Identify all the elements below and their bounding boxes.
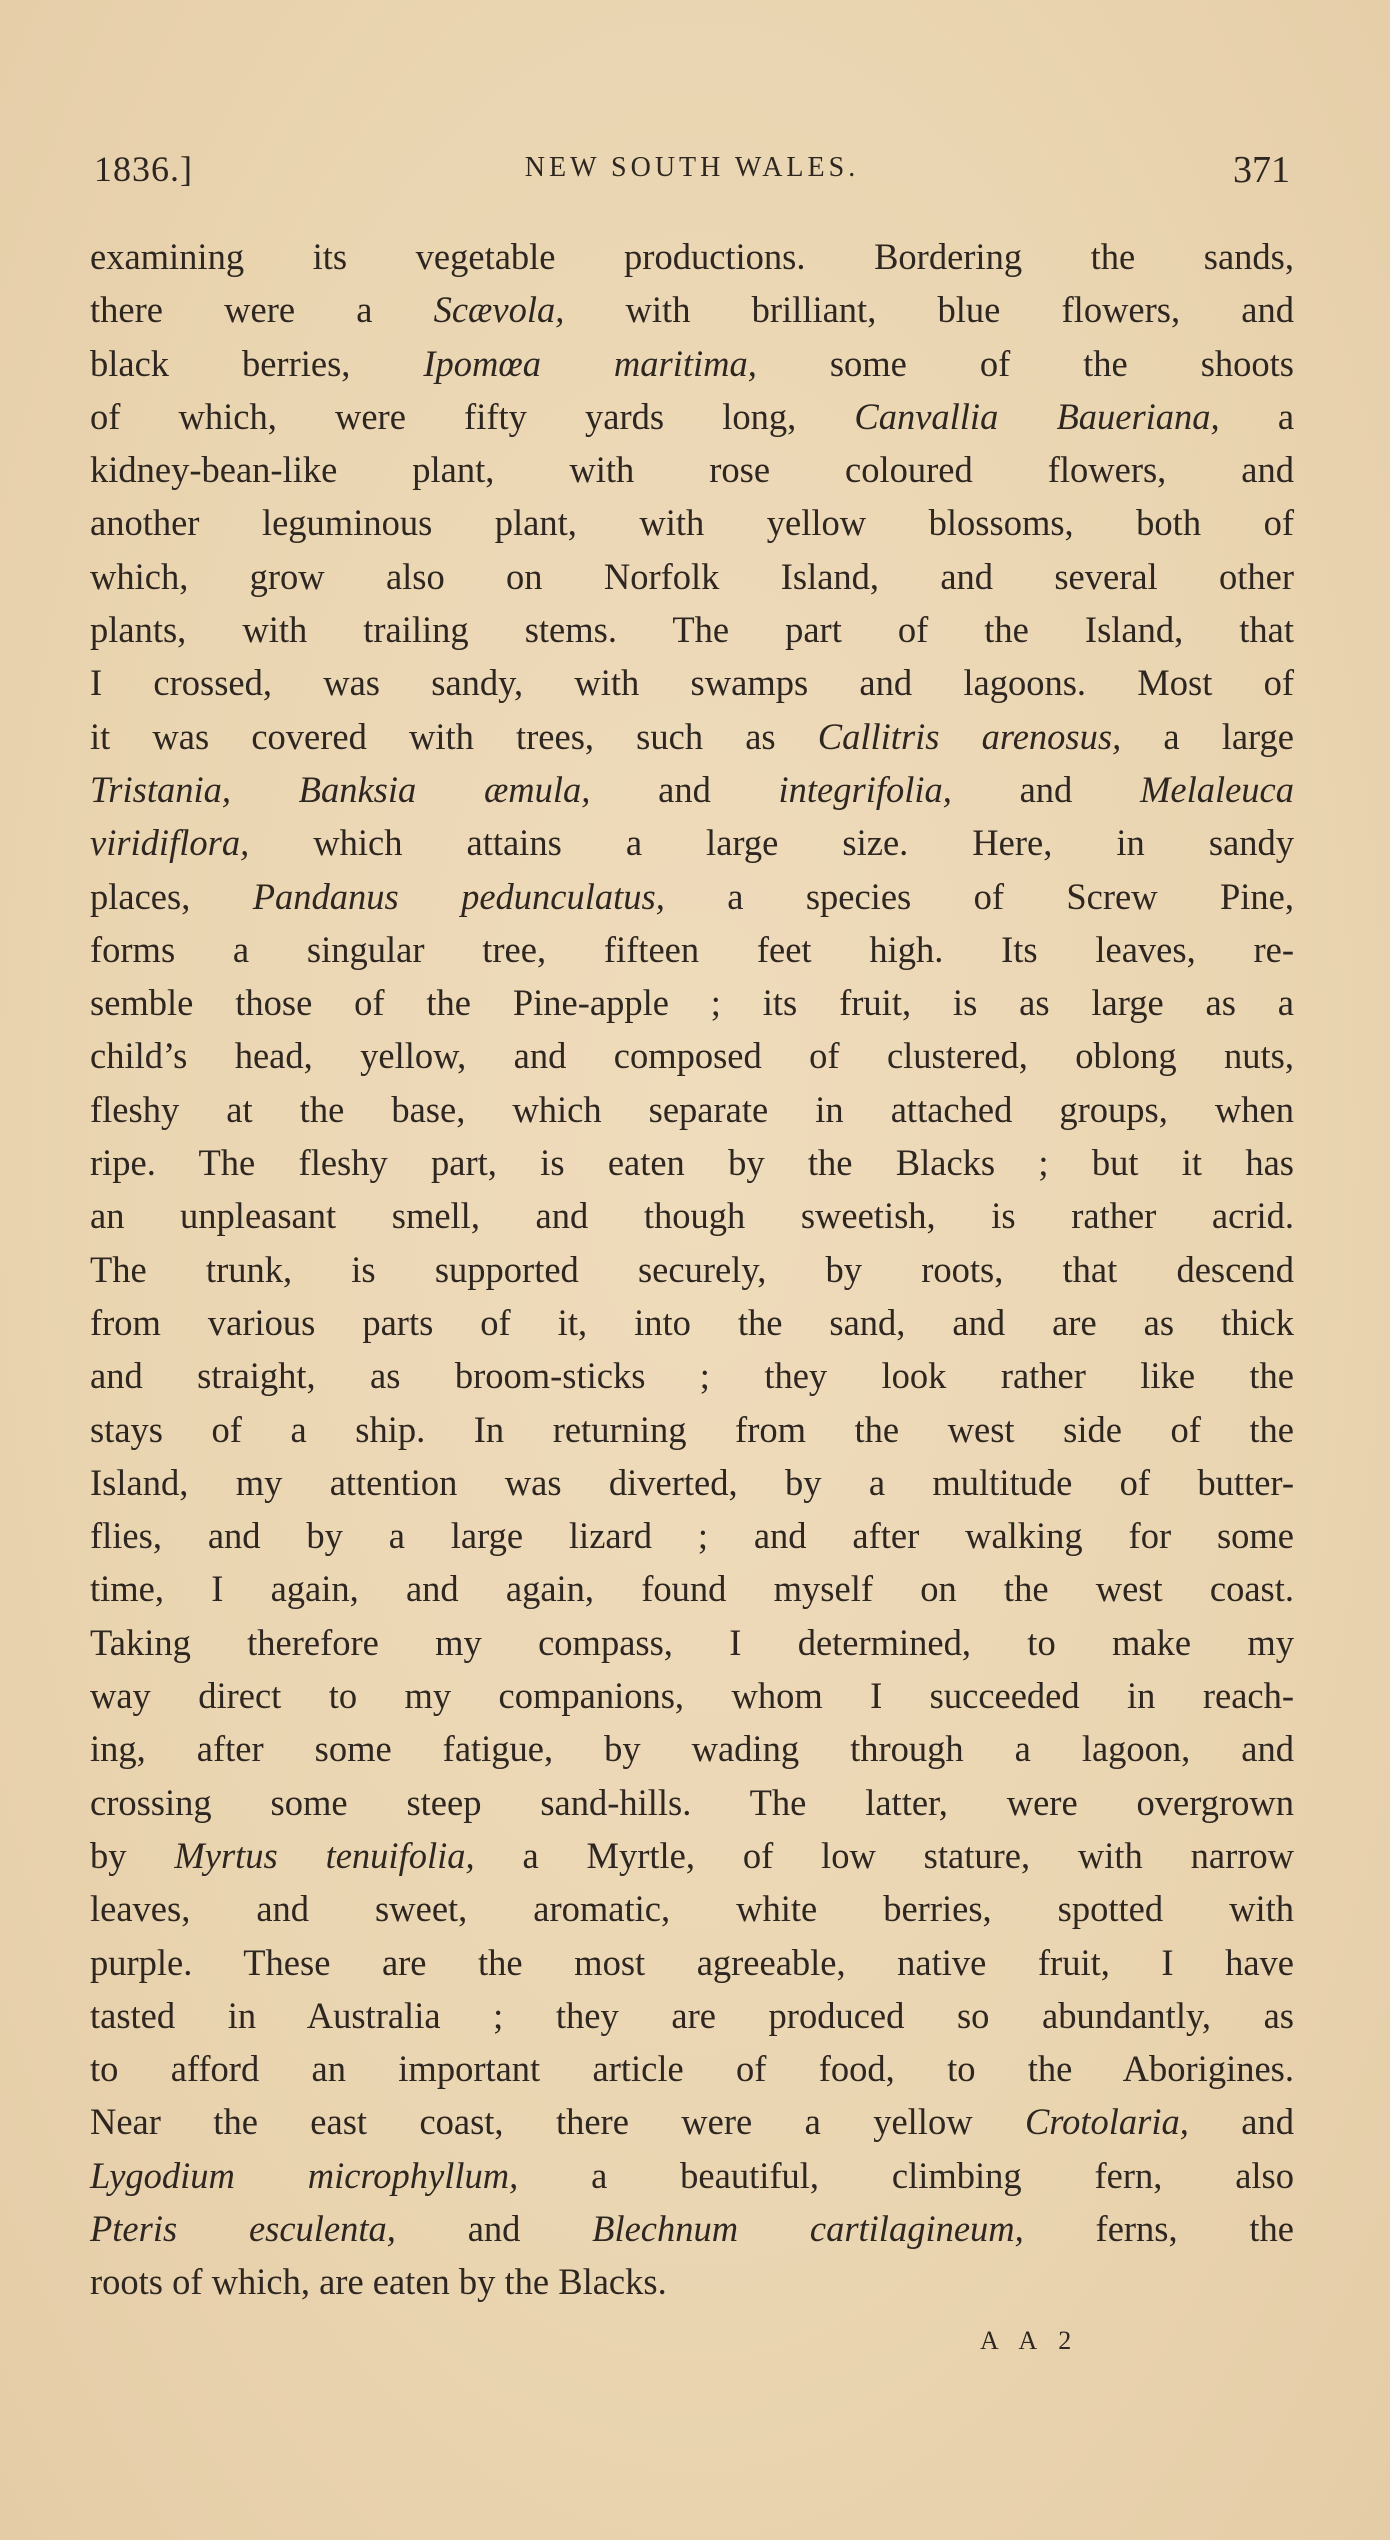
text-run: tasted in Australia ; they are produced so abundantly, as xyxy=(90,1994,1294,2036)
text-run: a species of Screw Pine, xyxy=(664,875,1294,917)
text-run: there were a xyxy=(90,289,434,331)
text-run: places, xyxy=(90,875,253,917)
body-text xyxy=(90,230,1294,2309)
text-line xyxy=(90,1989,1294,2042)
text-line xyxy=(90,550,1294,603)
text-run: leaves, and sweet, aromatic, white berries, spotted with xyxy=(90,1888,1294,1930)
text-run: black berries, xyxy=(90,342,424,384)
text-run: ing, after some fatigue, by wading through a lagoon, and xyxy=(90,1728,1294,1770)
text-line xyxy=(90,496,1294,549)
text-line xyxy=(90,1882,1294,1935)
text-line xyxy=(90,1349,1294,1402)
italic-text: Pteris esculenta, xyxy=(90,2207,396,2249)
text-line xyxy=(90,1456,1294,1509)
text-run: ferns, the xyxy=(1023,2207,1294,2249)
text-line xyxy=(90,390,1294,443)
text-run: which, grow also on Norfolk Island, and several other xyxy=(90,555,1294,597)
text-run: to afford an important article of food, to the Aborigines. xyxy=(90,2048,1294,2090)
text-line xyxy=(90,2255,1294,2308)
page-number: 371 xyxy=(1233,149,1290,191)
text-run: Near the east coast, there were a yellow xyxy=(90,2101,1025,2143)
text-run: a Myrtle, of low stature, with narrow xyxy=(474,1834,1295,1876)
text-line xyxy=(90,816,1294,869)
text-run: ripe. The fleshy part, is eaten by the Blacks ; but it has xyxy=(90,1142,1294,1184)
text-run: an unpleasant smell, and though sweetish, is rather acrid. xyxy=(90,1195,1294,1237)
text-line xyxy=(90,230,1294,283)
text-run: and xyxy=(1188,2101,1295,2143)
text-run: child’s head, yellow, and composed of clustered, oblong nuts, xyxy=(90,1035,1294,1077)
text-run: semble those of the Pine-apple ; its fruit, is as large as a xyxy=(90,982,1294,1024)
text-run: of which, were fifty yards long, xyxy=(90,395,855,437)
text-run: way direct to my companions, whom I succeeded in reach- xyxy=(90,1675,1294,1717)
text-line xyxy=(90,2149,1294,2202)
italic-text: Canvallia Baueriana, xyxy=(854,395,1220,437)
header-year: 1836.] xyxy=(94,149,193,189)
text-run: fleshy at the base, which separate in attached groups, when xyxy=(90,1088,1294,1130)
text-line xyxy=(90,1669,1294,1722)
text-line xyxy=(90,1243,1294,1296)
text-line xyxy=(90,1616,1294,1669)
text-run: from various parts of it, into the sand, and are as thick xyxy=(90,1301,1294,1343)
text-line xyxy=(90,870,1294,923)
text-line xyxy=(90,656,1294,709)
text-run: it was covered with trees, such as xyxy=(90,715,818,757)
header-title: NEW SOUTH WALES. xyxy=(524,152,860,183)
text-line xyxy=(90,1403,1294,1456)
text-run: roots of which, are eaten by the Blacks. xyxy=(90,2261,667,2303)
text-line xyxy=(90,2202,1294,2255)
text-line xyxy=(90,2095,1294,2148)
text-run: Taking therefore my compass, I determined, to make my xyxy=(90,1621,1294,1663)
text-line xyxy=(90,283,1294,336)
italic-text: integrifolia, xyxy=(778,768,952,810)
text-run: flies, and by a large lizard ; and after walking for some xyxy=(90,1515,1294,1557)
text-run: a large xyxy=(1121,715,1294,757)
text-line xyxy=(90,1029,1294,1082)
text-run: and straight, as broom-sticks ; they look rather like the xyxy=(90,1355,1294,1397)
italic-text: Lygodium microphyllum, xyxy=(90,2154,519,2196)
text-line xyxy=(90,763,1294,816)
text-line xyxy=(90,2042,1294,2095)
text-line xyxy=(90,1136,1294,1189)
text-line xyxy=(90,1189,1294,1242)
text-run: I crossed, was sandy, with swamps and lagoons. Most of xyxy=(90,662,1294,704)
text-run: kidney-bean-like plant, with rose coloured flowers, and xyxy=(90,449,1294,491)
text-line xyxy=(90,923,1294,976)
italic-text: Callitris arenosus, xyxy=(817,715,1122,757)
text-run: some of the shoots xyxy=(756,342,1294,384)
text-run: Island, my attention was diverted, by a multitude of butter- xyxy=(90,1461,1294,1503)
text-line xyxy=(90,1562,1294,1615)
running-header xyxy=(94,148,1290,198)
italic-text: Myrtus tenuifolia, xyxy=(174,1834,475,1876)
text-run: time, I again, and again, found myself on the west coast. xyxy=(90,1568,1294,1610)
italic-text: Melaleuca xyxy=(1139,768,1295,810)
text-run: another leguminous plant, with yellow blossoms, both of xyxy=(90,502,1294,544)
text-run: with brilliant, blue flowers, and xyxy=(564,289,1294,331)
text-line xyxy=(90,1829,1294,1882)
text-run: a beautiful, climbing fern, also xyxy=(518,2154,1294,2196)
text-run: examining its vegetable productions. Bordering the sands, xyxy=(90,236,1294,277)
text-run: The trunk, is supported securely, by roots, that descend xyxy=(90,1248,1294,1290)
italic-text: Tristania, Banksia æmula, xyxy=(90,768,591,810)
italic-text: Scævola, xyxy=(433,289,565,331)
text-line xyxy=(90,710,1294,763)
text-line xyxy=(90,1083,1294,1136)
text-line xyxy=(90,1509,1294,1562)
italic-text: Pandanus pedunculatus, xyxy=(252,875,665,917)
italic-text: Blechnum cartilagineum, xyxy=(592,2207,1024,2249)
text-run: by xyxy=(90,1834,175,1876)
text-run: crossing some steep sand-hills. The latter, were overgrown xyxy=(90,1781,1294,1823)
text-line xyxy=(90,1296,1294,1349)
italic-text: viridiflora, xyxy=(90,822,250,864)
text-line xyxy=(90,603,1294,656)
text-run: and xyxy=(590,768,779,810)
text-run: a xyxy=(1219,395,1295,437)
text-line xyxy=(90,1776,1294,1829)
text-line xyxy=(90,976,1294,1029)
italic-text: Crotolaria, xyxy=(1024,2101,1189,2143)
text-run: stays of a ship. In returning from the west side of the xyxy=(90,1408,1294,1450)
text-run: and xyxy=(395,2207,593,2249)
text-run: purple. These are the most agreeable, native fruit, I have xyxy=(90,1941,1294,1983)
text-line xyxy=(90,1722,1294,1775)
text-run: which attains a large size. Here, in sandy xyxy=(249,822,1294,864)
italic-text: Ipomœa maritima, xyxy=(423,342,757,384)
signature-mark: A A 2 xyxy=(980,2326,1080,2355)
text-line xyxy=(90,337,1294,390)
text-run: and xyxy=(951,768,1140,810)
text-run: plants, with trailing stems. The part of the Island, that xyxy=(90,609,1294,651)
text-line xyxy=(90,1936,1294,1989)
text-line xyxy=(90,443,1294,496)
text-run: forms a singular tree, fifteen feet high. Its leaves, re- xyxy=(90,928,1294,970)
